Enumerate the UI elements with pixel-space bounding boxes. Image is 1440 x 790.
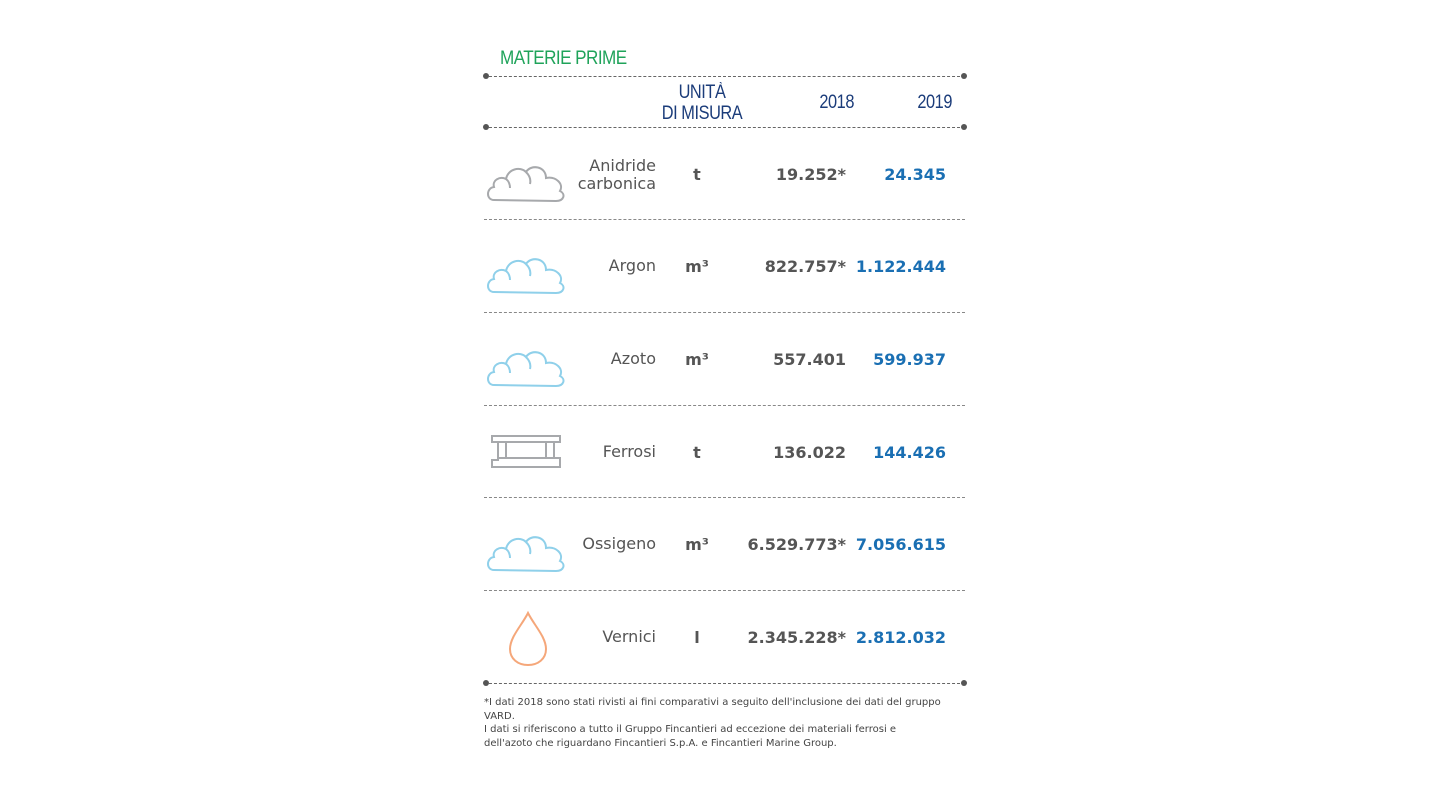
table-row xyxy=(484,591,965,683)
footnote-revision: *I dati 2018 sono stati rivisti ai fini comparativi a seguito dell'inclusione dei dati del gruppo VARD. xyxy=(484,697,941,722)
material-name: Ferrosi xyxy=(602,442,656,461)
material-name-line2: carbonica xyxy=(577,174,656,193)
table-row xyxy=(484,498,965,590)
column-header-2018: 2018 xyxy=(819,92,854,113)
table-row xyxy=(484,406,965,498)
blue-cloud-icon xyxy=(486,329,566,389)
value-2019: 1.122.444 xyxy=(855,257,946,276)
header-top-rule xyxy=(484,76,965,77)
rule-dot xyxy=(961,680,967,686)
blue-cloud-icon xyxy=(486,514,566,574)
table-row xyxy=(484,313,965,405)
value-2018: 136.022 xyxy=(773,443,846,462)
material-name xyxy=(564,157,656,193)
table-row xyxy=(484,220,965,312)
unit-value: l xyxy=(694,628,700,647)
section-title: MATERIE PRIME xyxy=(500,48,627,69)
material-name: Azoto xyxy=(610,349,656,368)
blue-cloud-icon xyxy=(486,236,566,296)
rule-dot xyxy=(483,680,489,686)
rule-dot xyxy=(483,73,489,79)
unit-value: t xyxy=(693,165,701,184)
value-2018: 19.252* xyxy=(775,165,846,184)
raw-materials-panel xyxy=(484,40,965,760)
value-2019: 144.426 xyxy=(873,443,946,462)
value-2018: 822.757* xyxy=(764,257,846,276)
footnote-scope: I dati si riferiscono a tutto il Gruppo Fincantieri ad eccezione dei materiali ferrosi e dell'azoto che riguardano Fincantieri S.p.A. e Fincantieri Marine Group. xyxy=(484,724,897,749)
table-bottom-rule xyxy=(484,683,965,684)
material-name: Vernici xyxy=(602,627,656,646)
value-2019: 2.812.032 xyxy=(855,628,946,647)
paint-drop-icon xyxy=(486,607,566,667)
column-header-2019: 2019 xyxy=(917,92,952,113)
value-2018: 2.345.228* xyxy=(747,628,846,647)
value-2018: 557.401 xyxy=(773,350,846,369)
column-header-unit xyxy=(659,82,745,124)
unit-header-line2: DI MISURA xyxy=(661,103,743,124)
footnotes xyxy=(484,696,944,750)
unit-value: m³ xyxy=(685,350,709,369)
value-2019: 599.937 xyxy=(873,350,946,369)
table-row xyxy=(484,128,965,220)
rule-dot xyxy=(961,73,967,79)
grey-cloud-icon xyxy=(486,144,566,204)
unit-header-line1: UNITÀ xyxy=(678,82,726,103)
steel-beam-icon xyxy=(486,422,566,482)
value-2019: 24.345 xyxy=(884,165,946,184)
unit-value: m³ xyxy=(685,535,709,554)
value-2019: 7.056.615 xyxy=(855,535,946,554)
unit-value: m³ xyxy=(685,257,709,276)
value-2018: 6.529.773* xyxy=(747,535,846,554)
material-name-line1: Anidride xyxy=(589,156,656,175)
unit-value: t xyxy=(693,443,701,462)
material-name: Argon xyxy=(608,256,656,275)
material-name: Ossigeno xyxy=(582,534,656,553)
